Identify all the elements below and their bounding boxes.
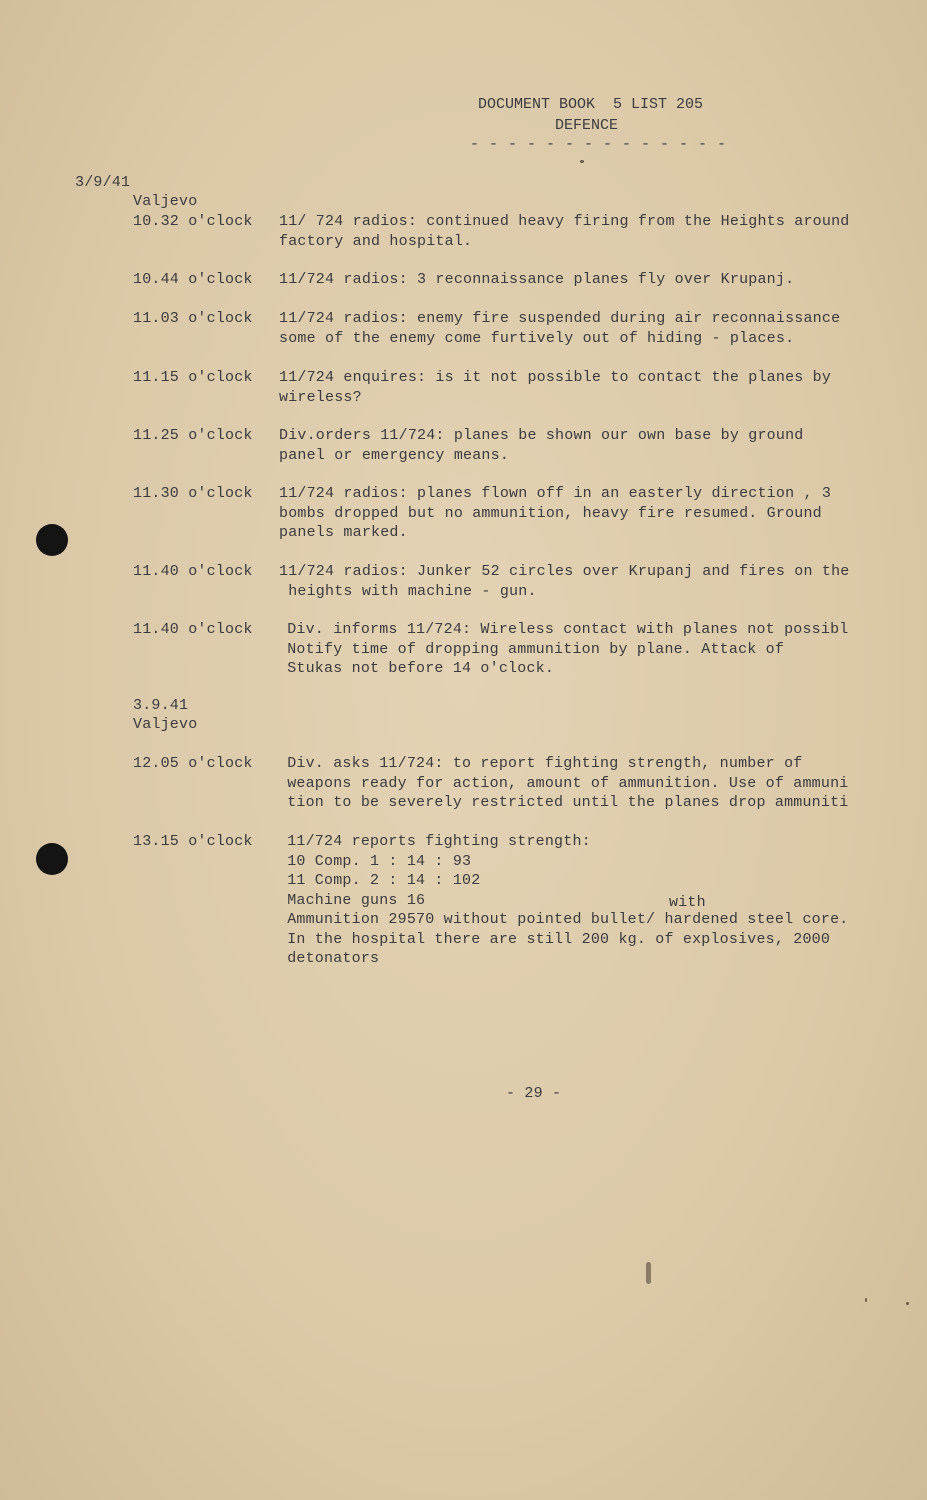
place-heading: Valjevo xyxy=(133,716,198,733)
entry-text: Ammunition 29570 without pointed bullet/ hardened steel core. In the hospital there are still 200 kg. of explosives, 2000 detonators xyxy=(287,911,849,967)
punch-hole xyxy=(36,524,68,556)
entry-time: 13.15 o'clock xyxy=(133,833,253,850)
entry-time: 11.40 o'clock xyxy=(133,621,253,638)
entry-text: 11/724 radios: planes flown off in an easterly direction , 3 bombs dropped but no ammunition, heavy fire resumed. Ground panels marked. xyxy=(279,485,832,541)
entry-time: 11.03 o'clock xyxy=(133,310,253,327)
entry-text: 11/724 reports fighting strength: 10 Comp. 1 : 14 : 93 11 Comp. 2 : 14 : 102 Machine guns 16 xyxy=(287,833,591,909)
entry-text: 11/724 radios: 3 reconnaissance planes fly over Krupanj. xyxy=(279,271,795,288)
page-number: - 29 - xyxy=(506,1085,562,1102)
paper-speck xyxy=(865,1298,867,1302)
entry-text: 11/724 radios: Junker 52 circles over Krupanj and fires on the heights with machine - gun. xyxy=(279,563,850,600)
entry-time: 11.30 o'clock xyxy=(133,485,253,502)
entry-time: 10.44 o'clock xyxy=(133,271,253,288)
paper-speck xyxy=(906,1302,909,1305)
document-subtitle: DEFENCE xyxy=(555,117,619,134)
entry-text: Div.orders 11/724: planes be shown our own base by ground panel or emergency means. xyxy=(279,427,804,464)
entry-text: Div. informs 11/724: Wireless contact with planes not possibl Notify time of dropping ammunition by plane. Attack of Stukas not before 14 o'clock. xyxy=(287,621,849,677)
entry-time: 12.05 o'clock xyxy=(133,755,253,772)
entry-text: Div. asks 11/724: to report fighting strength, number of weapons ready for action, amount of ammunition. Use of ammuni tion to be severely restricted until the planes drop ammuniti xyxy=(287,755,849,811)
punch-hole xyxy=(36,843,68,875)
place-heading: Valjevo xyxy=(133,193,198,210)
entry-time: 11.40 o'clock xyxy=(133,563,253,580)
paper-mark xyxy=(646,1262,651,1284)
handwritten-insert: with xyxy=(669,894,706,911)
header-rule: - - - - - - - - - - - - - - xyxy=(470,136,727,153)
document-title: DOCUMENT BOOK 5 LIST 205 xyxy=(478,96,704,113)
entry-time: 10.32 o'clock xyxy=(133,213,253,230)
entry-time: 11.25 o'clock xyxy=(133,427,253,444)
date-heading: 3.9.41 xyxy=(133,697,189,714)
entry-time: 11.15 o'clock xyxy=(133,369,253,386)
date-heading: 3/9/41 xyxy=(75,174,131,191)
entry-text: 11/724 radios: enemy fire suspended during air reconnaissance some of the enemy come furtively out of hiding - places. xyxy=(279,310,841,347)
entry-text: 11/724 enquires: is it not possible to contact the planes by wireless? xyxy=(279,369,832,406)
paper-speck xyxy=(580,160,584,163)
entry-text: 11/ 724 radios: continued heavy firing from the Heights around factory and hospital. xyxy=(279,213,850,250)
